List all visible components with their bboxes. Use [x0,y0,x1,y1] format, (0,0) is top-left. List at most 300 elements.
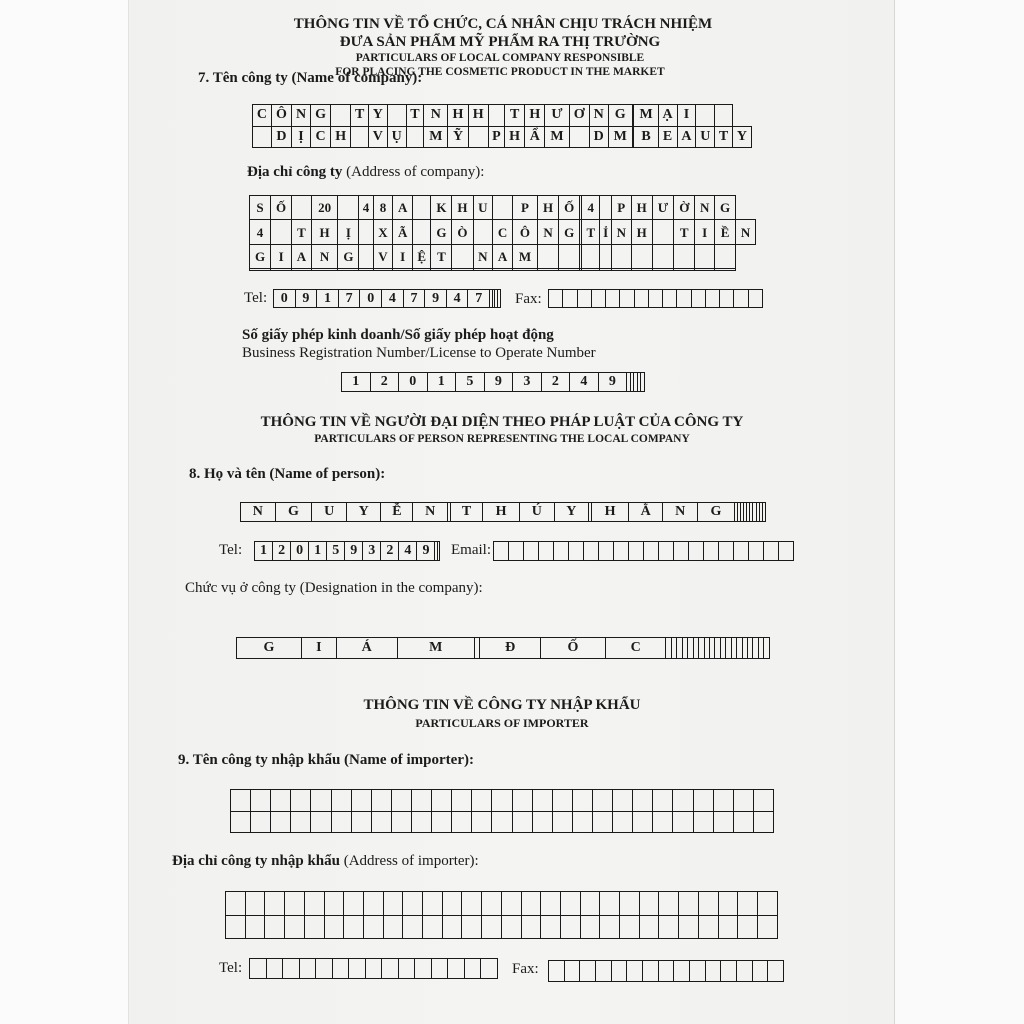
grid-cell[interactable] [311,811,331,833]
grid-cell[interactable]: B [634,126,658,148]
grid-cell[interactable] [344,892,364,916]
grid-cell[interactable] [285,915,305,939]
grid-cell[interactable] [714,244,735,268]
grid-cell[interactable] [592,790,612,812]
grid-cell[interactable] [413,196,431,220]
grid-cell[interactable] [413,220,431,244]
grid-cell[interactable] [442,892,462,916]
grid-cell[interactable]: C [605,638,666,659]
grid-cell[interactable] [371,811,391,833]
grid-cell[interactable]: M [545,126,569,148]
grid-cell[interactable] [691,290,705,308]
grid-cell[interactable] [552,811,572,833]
grid-cell[interactable]: P [488,126,504,148]
grid-cell[interactable] [387,105,406,127]
grid-cell[interactable] [431,959,448,979]
grid-cell[interactable]: G [310,105,330,127]
grid-cell[interactable] [363,892,383,916]
grid-cell[interactable]: G [608,105,632,127]
grid-cell[interactable] [663,290,677,308]
grid-cell[interactable] [331,811,351,833]
grid-cell[interactable]: T [351,105,369,127]
grid-cell[interactable]: 20 [311,196,338,220]
grid-cell[interactable]: 7 [338,290,360,308]
grid-cell[interactable]: 4 [382,290,404,308]
grid-cell[interactable] [512,811,532,833]
grid-cell[interactable]: N [611,220,631,244]
grid-cell[interactable] [245,915,265,939]
grid-cell[interactable]: Ố [271,196,292,220]
grid-cell[interactable]: C [493,220,513,244]
grid-cell[interactable] [365,959,382,979]
grid-cell[interactable] [482,915,502,939]
grid-cell[interactable]: 4 [446,290,468,308]
grid-cell[interactable]: Ú [520,503,555,522]
grid-cell[interactable] [391,811,411,833]
grid-cell[interactable] [383,915,403,939]
grid-cell[interactable] [245,892,265,916]
grid-cell[interactable] [349,959,366,979]
grid-cell[interactable] [644,542,659,561]
grid-cell[interactable] [713,811,733,833]
grid-cell[interactable] [492,811,512,833]
grid-cell[interactable] [383,892,403,916]
grid-cell[interactable]: U [696,126,715,148]
grid-cell[interactable] [611,269,631,271]
grid-cell[interactable]: A [393,196,413,220]
grid-cell[interactable]: Ụ [387,126,406,148]
grid-cell[interactable]: Ễ [381,503,413,522]
grid-cell[interactable]: I [677,105,696,127]
grid-cell[interactable]: Ỉ [600,220,611,244]
grid-cell[interactable]: Ô [512,220,537,244]
grid-cell[interactable] [659,542,674,561]
grid-cell[interactable]: G [275,503,312,522]
grid-cell[interactable] [431,269,452,271]
grid-cell[interactable] [538,269,559,271]
company-address-grid[interactable] [249,195,756,271]
grid-cell[interactable]: 9 [425,290,447,308]
grid-cell[interactable] [591,290,605,308]
grid-cell[interactable] [304,915,324,939]
grid-cell[interactable]: N [424,105,448,127]
grid-cell[interactable] [472,790,492,812]
grid-cell[interactable] [481,959,498,979]
grid-cell[interactable] [652,244,674,268]
grid-cell[interactable]: T [582,220,600,244]
grid-cell[interactable]: Y [554,503,589,522]
grid-cell[interactable]: G [697,503,734,522]
grid-cell[interactable] [734,542,749,561]
grid-cell[interactable]: H [331,126,351,148]
grid-cell[interactable] [720,290,734,308]
grid-cell[interactable] [595,961,611,982]
grid-cell[interactable] [415,959,432,979]
grid-cell[interactable]: G [714,196,735,220]
grid-cell[interactable]: G [237,638,302,659]
grid-cell[interactable]: 8 [373,196,393,220]
grid-cell[interactable] [704,542,719,561]
grid-cell[interactable]: Ò [452,220,473,244]
grid-cell[interactable] [693,790,713,812]
grid-cell[interactable] [331,790,351,812]
grid-cell[interactable]: 4 [359,196,373,220]
grid-cell[interactable] [627,961,643,982]
grid-cell[interactable]: 1 [342,373,371,392]
grid-cell[interactable] [757,915,777,939]
grid-cell[interactable]: 7 [468,290,490,308]
importer-fax-grid[interactable] [548,960,784,982]
grid-cell[interactable] [253,126,272,148]
grid-cell[interactable]: Ơ [569,105,589,127]
grid-cell[interactable] [501,915,521,939]
grid-cell[interactable] [539,542,554,561]
grid-cell[interactable] [285,892,305,916]
grid-cell[interactable] [437,542,439,561]
grid-cell[interactable]: 0 [399,373,428,392]
grid-cell[interactable] [677,290,691,308]
grid-cell[interactable]: I [271,244,292,268]
grid-cell[interactable]: M [397,638,474,659]
grid-cell[interactable] [398,959,415,979]
grid-cell[interactable] [673,790,693,812]
grid-cell[interactable] [271,790,291,812]
grid-cell[interactable] [359,244,373,268]
person-email-grid[interactable] [493,541,794,561]
grid-cell[interactable] [705,961,721,982]
grid-cell[interactable] [674,269,695,271]
grid-cell[interactable] [541,892,561,916]
grid-cell[interactable] [592,811,612,833]
grid-cell[interactable] [696,105,715,127]
grid-cell[interactable] [509,542,524,561]
grid-cell[interactable]: Đ [480,638,541,659]
grid-cell[interactable] [473,269,493,271]
grid-cell[interactable]: 9 [598,373,627,392]
grid-cell[interactable]: Y [346,503,381,522]
grid-cell[interactable] [634,290,648,308]
grid-cell[interactable] [733,811,753,833]
grid-cell[interactable] [411,790,431,812]
grid-cell[interactable]: H [505,126,525,148]
grid-cell[interactable] [629,542,644,561]
grid-cell[interactable]: 2 [273,542,291,561]
grid-cell[interactable] [468,126,488,148]
grid-cell[interactable] [674,961,690,982]
grid-cell[interactable] [331,105,351,127]
grid-cell[interactable]: 5 [327,542,345,561]
grid-cell[interactable] [642,961,658,982]
grid-cell[interactable]: T [292,220,312,244]
grid-cell[interactable] [324,892,344,916]
grid-cell[interactable] [752,961,768,982]
grid-cell[interactable]: H [592,503,629,522]
grid-cell[interactable] [718,915,738,939]
grid-cell[interactable] [599,542,614,561]
grid-cell[interactable]: 4 [399,542,417,561]
grid-cell[interactable] [549,961,565,982]
grid-cell[interactable] [600,915,620,939]
grid-cell[interactable] [733,790,753,812]
grid-cell[interactable]: T [715,126,733,148]
grid-cell[interactable]: 1 [255,542,273,561]
grid-cell[interactable] [757,892,777,916]
grid-cell[interactable]: H [631,196,652,220]
grid-cell[interactable] [311,790,331,812]
grid-cell[interactable] [658,961,674,982]
company-tel-grid[interactable] [273,289,501,308]
grid-cell[interactable] [738,892,758,916]
grid-cell[interactable] [448,959,465,979]
grid-cell[interactable] [494,542,509,561]
grid-cell[interactable]: 4 [582,196,600,220]
grid-cell[interactable] [600,244,611,268]
grid-cell[interactable] [584,542,599,561]
person-name-grid[interactable] [240,502,766,522]
grid-cell[interactable] [580,961,596,982]
grid-cell[interactable] [498,290,501,308]
grid-cell[interactable]: T [451,503,483,522]
grid-cell[interactable] [620,915,640,939]
grid-cell[interactable] [338,269,359,271]
grid-cell[interactable]: A [493,244,513,268]
grid-cell[interactable]: G [338,244,359,268]
grid-cell[interactable]: N [695,196,715,220]
grid-cell[interactable] [363,915,383,939]
grid-cell[interactable] [299,959,316,979]
grid-cell[interactable]: N [241,503,276,522]
grid-cell[interactable]: H [483,503,520,522]
grid-cell[interactable]: A [677,126,696,148]
grid-cell[interactable] [689,542,704,561]
grid-cell[interactable] [432,811,452,833]
grid-cell[interactable] [719,542,734,561]
grid-cell[interactable] [559,269,580,271]
grid-cell[interactable] [613,790,633,812]
grid-cell[interactable] [641,373,645,392]
grid-cell[interactable]: M [512,244,537,268]
grid-cell[interactable]: 9 [295,290,317,308]
grid-cell[interactable] [231,811,251,833]
grid-cell[interactable] [648,290,662,308]
grid-cell[interactable] [521,892,541,916]
grid-cell[interactable] [693,811,713,833]
grid-cell[interactable] [620,290,634,308]
grid-cell[interactable] [472,811,492,833]
grid-cell[interactable] [488,105,504,127]
grid-cell[interactable] [611,961,627,982]
grid-cell[interactable]: V [373,244,393,268]
grid-cell[interactable]: 0 [291,542,309,561]
grid-cell[interactable] [304,892,324,916]
grid-cell[interactable] [563,290,577,308]
grid-cell[interactable] [538,244,559,268]
grid-cell[interactable] [582,269,600,271]
grid-cell[interactable] [652,269,674,271]
grid-cell[interactable]: Ỹ [448,126,468,148]
grid-cell[interactable]: 9 [345,542,363,561]
grid-cell[interactable] [753,811,773,833]
grid-cell[interactable] [600,196,611,220]
grid-cell[interactable] [577,290,591,308]
grid-cell[interactable]: H [311,220,338,244]
grid-cell[interactable] [292,269,312,271]
grid-cell[interactable]: 9 [417,542,435,561]
grid-cell[interactable]: Ị [292,126,311,148]
grid-cell[interactable]: Ẩ [525,126,545,148]
grid-cell[interactable] [324,915,344,939]
grid-cell[interactable] [512,269,537,271]
grid-cell[interactable] [695,269,715,271]
grid-cell[interactable]: S [250,196,271,220]
grid-cell[interactable] [311,269,338,271]
grid-cell[interactable] [265,915,285,939]
grid-cell[interactable]: 1 [317,290,339,308]
grid-cell[interactable]: H [468,105,488,127]
grid-cell[interactable] [271,269,292,271]
grid-cell[interactable] [250,959,267,979]
grid-cell[interactable] [403,915,423,939]
grid-cell[interactable]: 9 [484,373,513,392]
grid-cell[interactable] [541,915,561,939]
grid-cell[interactable]: N [589,105,608,127]
grid-cell[interactable] [406,126,424,148]
grid-cell[interactable]: N [292,105,311,127]
grid-cell[interactable]: C [310,126,330,148]
grid-cell[interactable]: Y [368,105,387,127]
grid-cell[interactable] [631,244,652,268]
grid-cell[interactable] [633,790,653,812]
grid-cell[interactable] [452,269,473,271]
grid-cell[interactable] [652,220,674,244]
grid-cell[interactable] [359,269,373,271]
grid-cell[interactable] [580,915,600,939]
grid-cell[interactable]: T [406,105,424,127]
grid-cell[interactable] [271,220,292,244]
grid-cell[interactable] [462,892,482,916]
grid-cell[interactable] [452,244,473,268]
grid-cell[interactable] [718,892,738,916]
designation-grid[interactable] [236,637,770,659]
grid-cell[interactable] [582,244,600,268]
grid-cell[interactable] [639,915,659,939]
grid-cell[interactable]: M [608,126,632,148]
grid-cell[interactable] [768,961,784,982]
grid-cell[interactable]: 5 [456,373,485,392]
grid-cell[interactable]: Y [732,126,751,148]
grid-cell[interactable]: U [473,196,493,220]
grid-cell[interactable]: 3 [513,373,542,392]
grid-cell[interactable] [292,196,312,220]
grid-cell[interactable]: K [431,196,452,220]
grid-cell[interactable] [393,269,413,271]
grid-cell[interactable] [673,811,693,833]
grid-cell[interactable]: H [452,196,473,220]
grid-cell[interactable]: 0 [274,290,296,308]
grid-cell[interactable] [633,811,653,833]
grid-cell[interactable]: Ố [541,638,606,659]
grid-cell[interactable]: D [271,126,291,148]
grid-cell[interactable] [373,269,393,271]
grid-cell[interactable]: I [301,638,336,659]
grid-cell[interactable] [738,915,758,939]
grid-cell[interactable]: Ằ [628,503,663,522]
grid-cell[interactable] [554,542,569,561]
grid-cell[interactable]: M [634,105,658,127]
grid-cell[interactable] [512,790,532,812]
grid-cell[interactable]: U [312,503,347,522]
grid-cell[interactable] [344,915,364,939]
grid-cell[interactable]: P [611,196,631,220]
grid-cell[interactable]: G [431,220,452,244]
grid-cell[interactable] [679,892,699,916]
grid-cell[interactable] [493,269,513,271]
grid-cell[interactable] [753,790,773,812]
grid-cell[interactable] [493,196,513,220]
grid-cell[interactable]: D [589,126,608,148]
grid-cell[interactable] [524,542,539,561]
grid-cell[interactable] [452,811,472,833]
grid-cell[interactable]: I [695,220,715,244]
grid-cell[interactable] [560,915,580,939]
grid-cell[interactable] [266,959,283,979]
grid-cell[interactable] [600,269,611,271]
grid-cell[interactable] [679,915,699,939]
grid-cell[interactable]: N [473,244,493,268]
grid-cell[interactable]: Ố [559,196,580,220]
grid-cell[interactable] [674,244,695,268]
grid-cell[interactable]: I [393,244,413,268]
grid-cell[interactable] [271,811,291,833]
grid-cell[interactable] [332,959,349,979]
grid-cell[interactable]: G [250,244,271,268]
grid-cell[interactable] [403,892,423,916]
grid-cell[interactable] [413,269,431,271]
grid-cell[interactable]: H [538,196,559,220]
grid-cell[interactable]: X [373,220,393,244]
grid-cell[interactable] [231,790,251,812]
grid-cell[interactable]: G [559,220,580,244]
grid-cell[interactable] [674,542,689,561]
grid-cell[interactable] [698,892,718,916]
grid-cell[interactable]: Á [336,638,397,659]
grid-cell[interactable] [749,542,764,561]
grid-cell[interactable] [532,790,552,812]
grid-cell[interactable] [382,959,399,979]
grid-cell[interactable] [473,220,493,244]
grid-cell[interactable] [462,915,482,939]
grid-cell[interactable]: 1 [309,542,327,561]
grid-cell[interactable] [251,790,271,812]
grid-cell[interactable] [695,244,715,268]
grid-cell[interactable] [569,542,584,561]
grid-cell[interactable]: Ị [338,220,359,244]
grid-cell[interactable]: H [525,105,545,127]
grid-cell[interactable] [351,126,369,148]
grid-cell[interactable]: Ạ [658,105,677,127]
grid-cell[interactable] [283,959,300,979]
person-tel-grid[interactable] [254,541,440,561]
grid-cell[interactable]: E [658,126,677,148]
grid-cell[interactable] [698,915,718,939]
grid-cell[interactable]: N [413,503,448,522]
grid-cell[interactable] [432,790,452,812]
grid-cell[interactable] [291,811,311,833]
grid-cell[interactable] [560,892,580,916]
grid-cell[interactable]: 0 [360,290,382,308]
grid-cell[interactable] [764,542,779,561]
grid-cell[interactable] [620,892,640,916]
